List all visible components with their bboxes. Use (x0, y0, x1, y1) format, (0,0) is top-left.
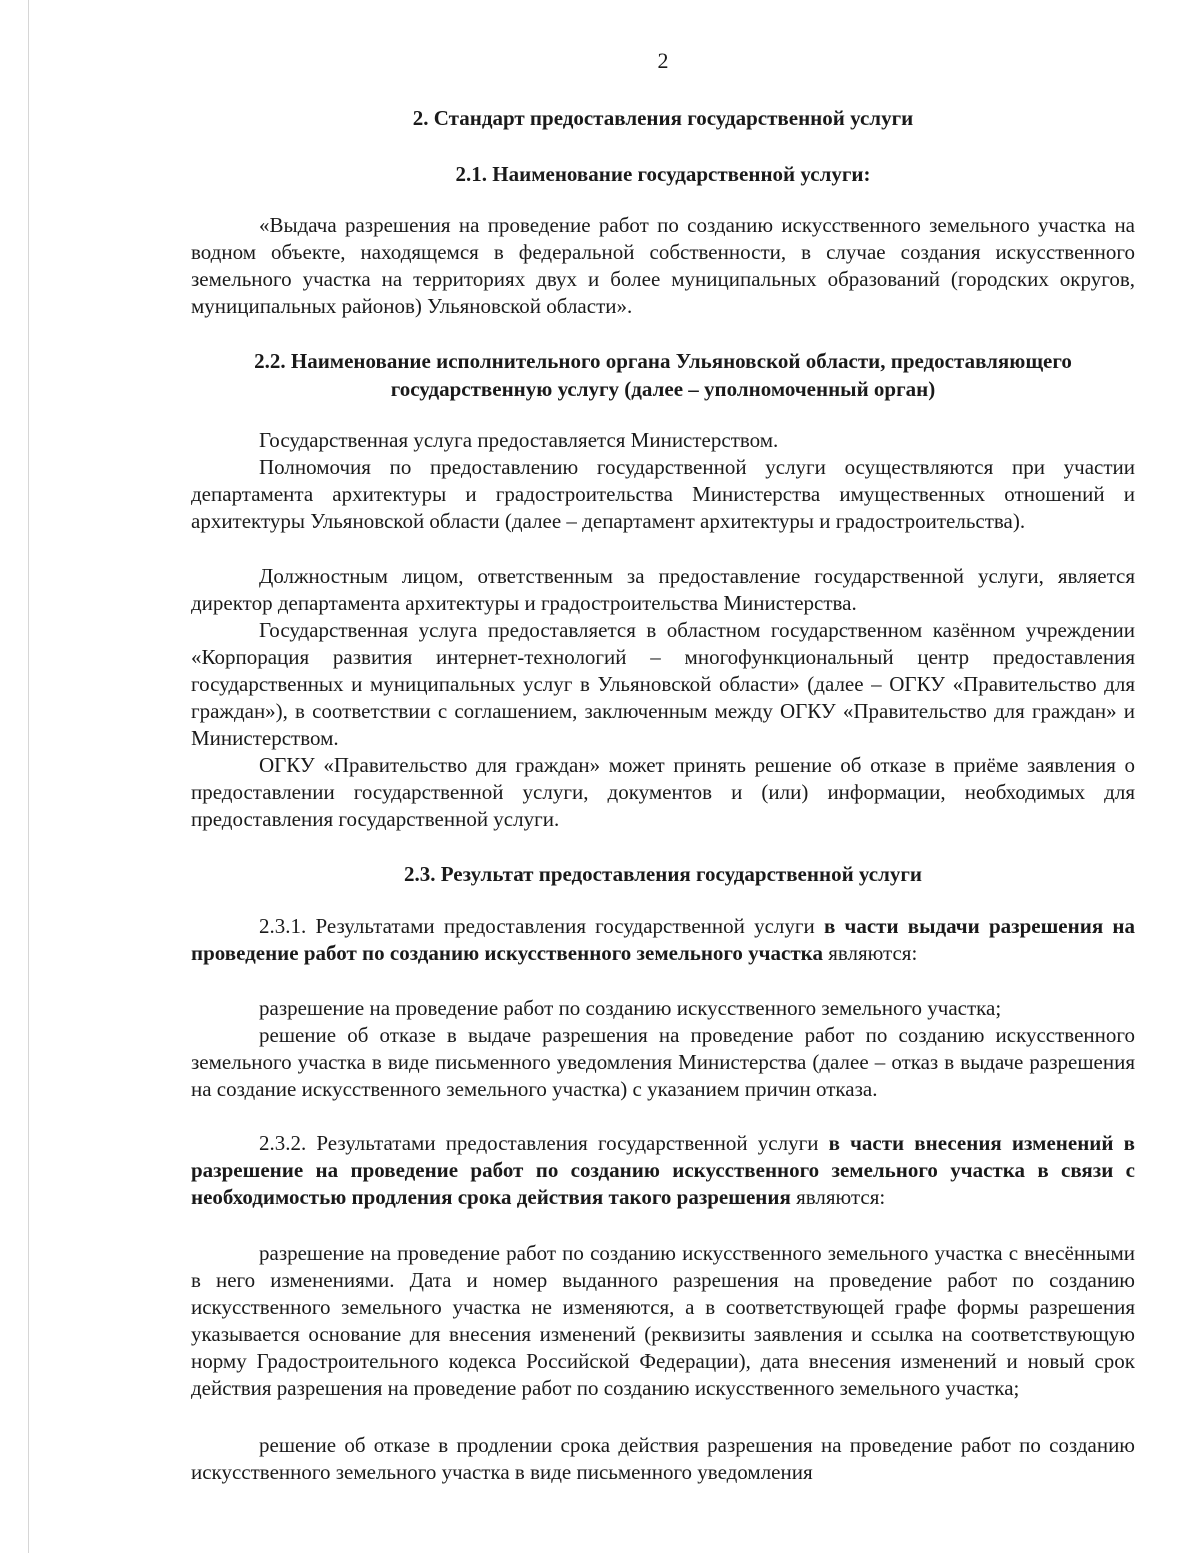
paragraph-2-3-1-start: 2.3.1. Результатами предоставления государственной услуги (259, 914, 824, 938)
subsection-2-1-heading: 2.1. Наименование государственной услуги: (455, 162, 871, 186)
result-permit-item: разрешение на проведение работ по созданию искусственного земельного участка; (259, 996, 1002, 1020)
paragraph-2-3-1 (191, 913, 1135, 967)
paragraph-authority: Полномочия по предоставлению государственной услуги осуществляются при участии департамента архитектуры и градостроительства Министерства имущественных отношений и архитектуры Ульяновской области (далее – департамент архитектуры и градостроительства). (191, 455, 1135, 533)
section-title: 2. Стандарт предоставления государственной услуги (412, 106, 914, 130)
result-extension-refusal-item: решение об отказе в продлении срока действия разрешения на проведение работ по созданию искусственного земельного участка в виде письменного уведомления (191, 1433, 1135, 1484)
paragraph-2-3-1-end: являются: (822, 941, 918, 965)
paragraph-2-3-2 (191, 1130, 1135, 1211)
paragraph-2-3-2-start: 2.3.2. Результатами предоставления государственной услуги (259, 1131, 829, 1155)
paragraph-2-3-2-end: являются: (790, 1185, 886, 1209)
page-number: 2 (657, 48, 669, 73)
paragraph-2-3-2-bold: в части внесения изменений в разрешение на проведение работ по созданию искусственного земельного участка в связи с необходимостью продления срока действия такого разрешения (191, 1131, 1135, 1209)
result-amended-permit-item: разрешение на проведение работ по созданию искусственного земельного участка с внесёнными в него изменениями. Дата и номер выданного разрешения на проведение работ по созданию искусственного земельного участка не изменяются, а в соответствующей графе формы разрешения указывается основание для внесения изменений (реквизиты заявления и ссылка на соответствующую норму Градостроительного кодекса Российской Федерации), дата внесения изменений и новый срок действия разрешения на проведение работ по созданию искусственного земельного участка; (191, 1241, 1135, 1400)
subsection-2-2-heading: 2.2. Наименование исполнительного органа Ульяновской области, предоставляющего государственную услугу (далее – уполномоченный орган) (254, 349, 1072, 401)
paragraph-official: Должностным лицом, ответственным за предоставление государственной услуги, является директор департамента архитектуры и градостроительства Министерства. (191, 564, 1135, 615)
paragraph-2-3-1-bold: в части выдачи разрешения на проведение работ по созданию искусственного земельного участка (191, 914, 1135, 965)
service-name-paragraph: «Выдача разрешения на проведение работ по созданию искусственного земельного участка на водном объекте, находящемся в федеральной собственности, в случае создания искусственного земельного участка на территориях двух и более муниципальных образований (городских округов, муниципальных районов) Ульяновской области». (191, 213, 1135, 318)
scan-edge-line (28, 0, 29, 1553)
paragraph-mfc-refusal: ОГКУ «Правительство для граждан» может принять решение об отказе в приёме заявления о предоставлении государственной услуги, документов и (или) информации, необходимых для предоставления государственной услуги. (191, 753, 1135, 831)
paragraph-mfc: Государственная услуга предоставляется в областном государственном казённом учреждении «Корпорация развития интернет-технологий – многофункциональный центр предоставления государственных и муниципальных услуг в Ульяновской области» (далее – ОГКУ «Правительство для граждан»), в соответствии с соглашением, заключенным между ОГКУ «Правительство для граждан» и Министерством. (191, 618, 1135, 750)
paragraph-ministry: Государственная услуга предоставляется Министерством. (259, 428, 779, 452)
subsection-2-3-heading: 2.3. Результат предоставления государственной услуги (403, 862, 923, 886)
result-refusal-item: решение об отказе в выдаче разрешения на проведение работ по созданию искусственного земельного участка в виде письменного уведомления Министерства (далее – отказ в выдаче разрешения на создание искусственного земельного участка) с указанием причин отказа. (191, 1023, 1135, 1101)
